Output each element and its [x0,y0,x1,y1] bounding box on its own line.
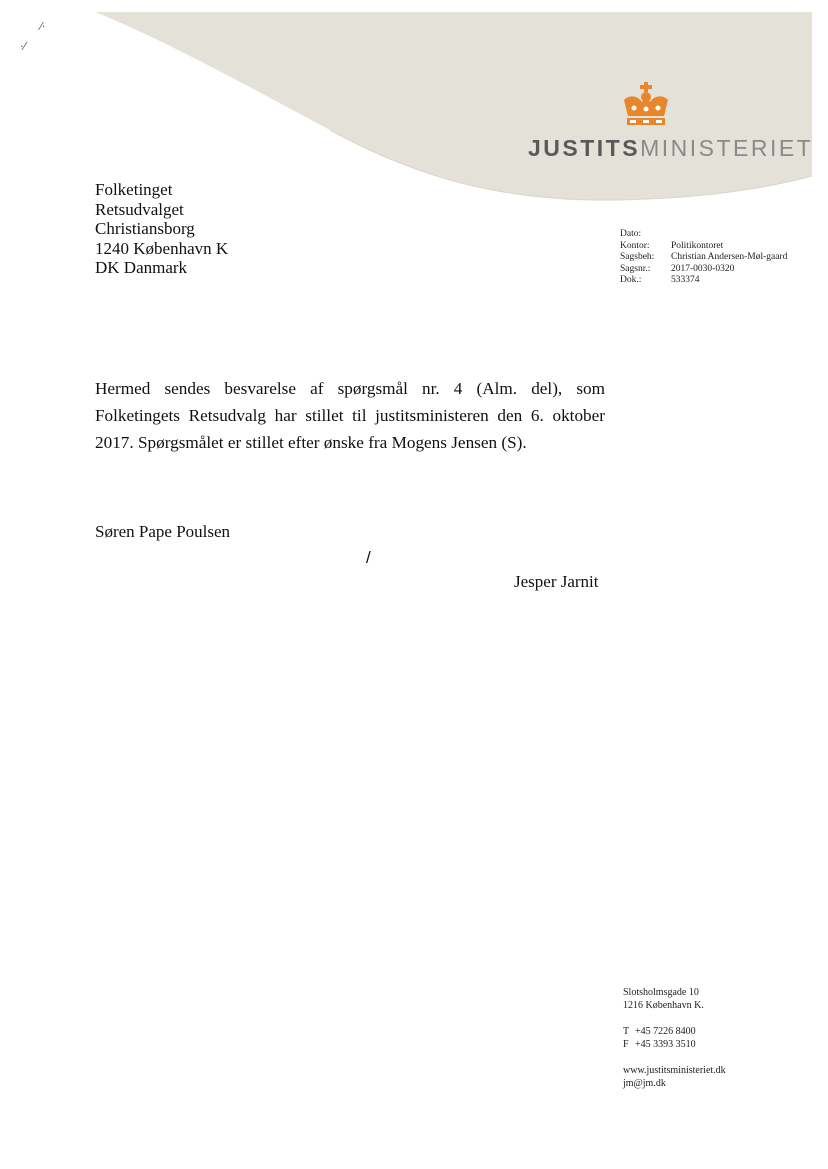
ministry-logo-text [528,134,814,162]
recipient-line: Folketinget [95,180,173,199]
meta-row-case-number [620,264,793,276]
meta-label: Dato: [620,229,642,239]
ministry-contact-footer [623,986,726,1090]
meta-row-document [620,275,793,287]
meta-value: 2017-0030-0320 [671,263,735,274]
meta-value: 533374 [671,275,700,285]
phone-label: T [623,1026,630,1037]
fax-label: F [623,1039,629,1050]
footer-phone-row [623,1025,726,1038]
recipient-line: DK Danmark [95,258,188,277]
meta-row-office [620,241,793,253]
recipient-line: Retsudvalget [95,199,184,219]
meta-label: Dok.: [620,275,642,285]
footer-address-city: 1216 København K. [623,1000,704,1011]
recipient-address [95,180,228,278]
recipient-line: Christiansborg [95,219,195,238]
logo-text-bold: JUSTITS [528,135,641,161]
fax-number: +45 3393 3510 [635,1039,696,1050]
logo-text-light: MINISTERIET [640,135,814,161]
crown-emblem-icon [620,82,672,130]
meta-value: Politikontoret [671,240,724,251]
meta-label: Sagsnr.: [620,263,651,274]
letter-body: Hermed sendes besvarelse af spørgsmål nr. 4 (Alm. del), som Folketingets Retsudvalg har stillet til justitsministeren den 6. oktober 2017. Spørgsmålet er stillet efter ønske fra Mogens Jensen (S). [95,379,605,452]
footer-website: www.justitsministeriet.dk [623,1065,726,1076]
meta-label: Kontor: [620,240,650,251]
meta-label: Sagsbeh: [620,252,655,262]
meta-row-date [620,229,793,241]
meta-row-caseworker [620,252,793,264]
recipient-line: 1240 København K [95,238,229,258]
scan-mark: ⁄· [40,20,46,33]
signer-name-official: Jesper Jarnit [514,572,599,591]
footer-fax-row [623,1038,726,1051]
meta-value [671,229,793,241]
case-metadata [620,229,793,287]
signature-slash: / [366,548,371,567]
scan-mark: ·⁄ [20,40,26,53]
meta-value: Christian Andersen-Møl-gaard [671,252,788,262]
phone-number: +45 7226 8400 [635,1026,696,1037]
signer-name-minister: Søren Pape Poulsen [95,522,231,541]
footer-address-street: Slotsholmsgade 10 [623,987,699,998]
footer-email: jm@jm.dk [623,1078,666,1089]
